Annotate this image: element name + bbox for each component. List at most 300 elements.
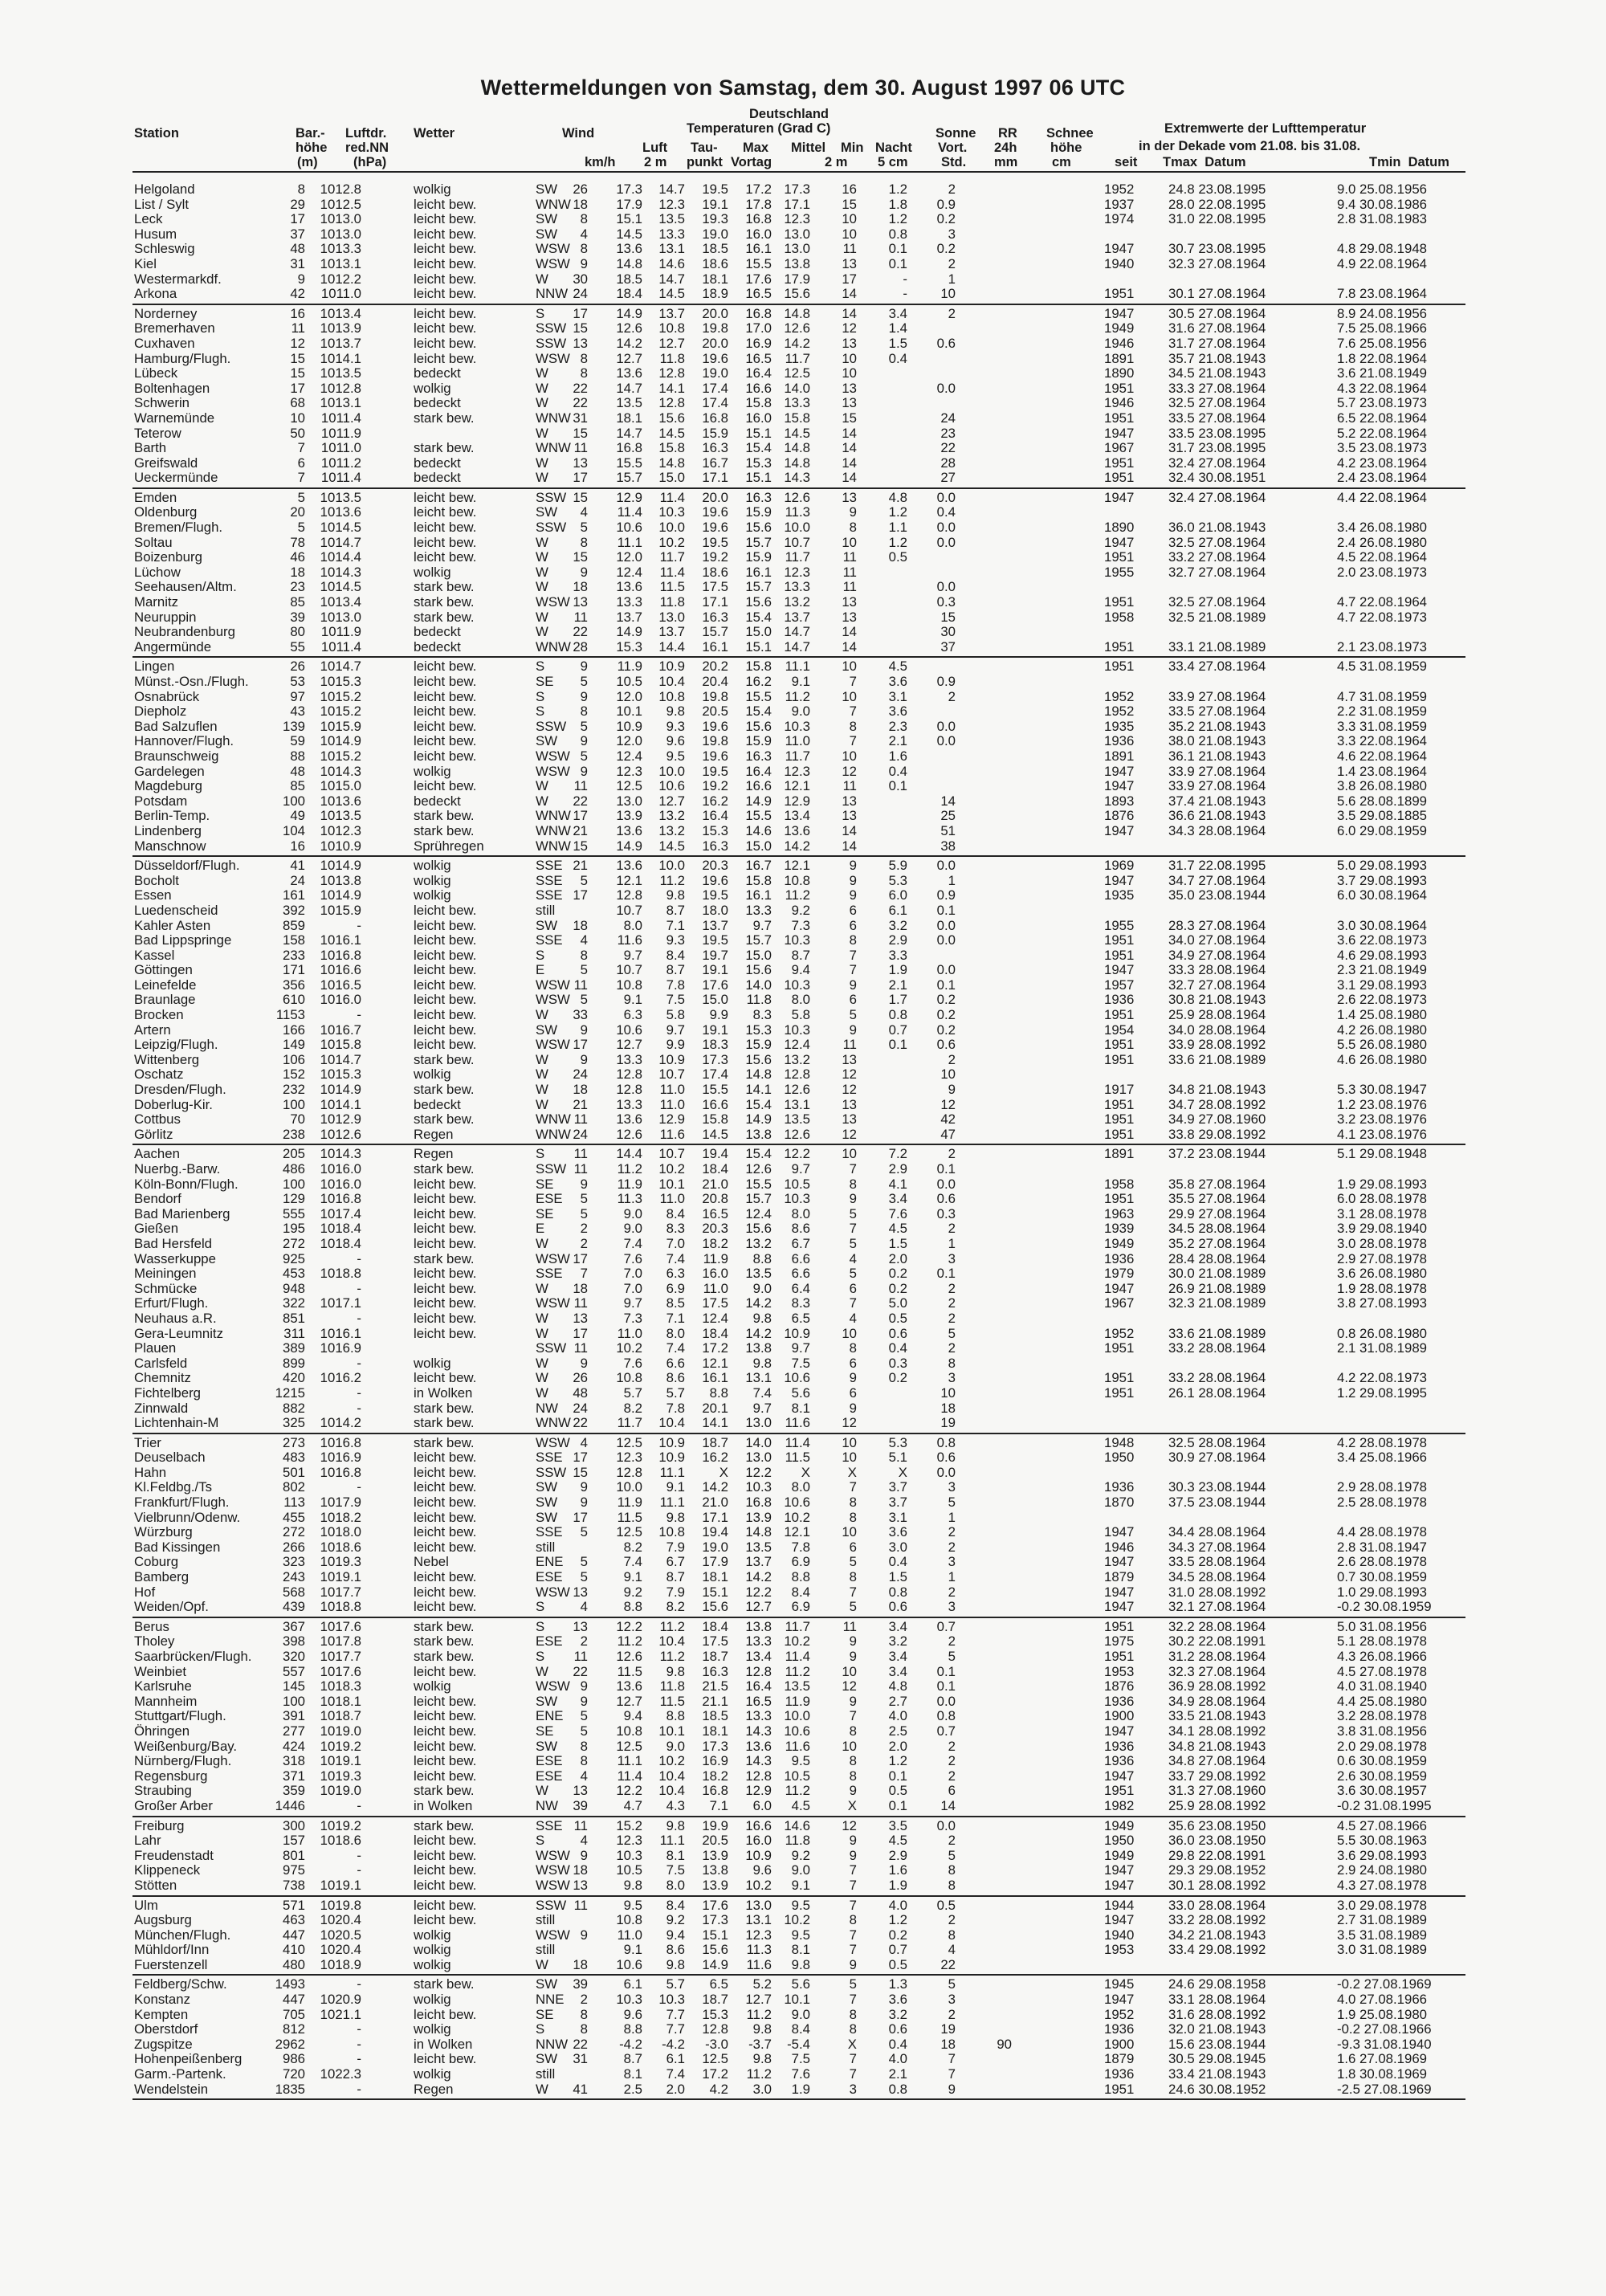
header-tmin: Tmin Datum	[1369, 155, 1449, 169]
cell-t2m: 2.5	[623, 2081, 642, 2097]
cell-wdir: SSW	[536, 1340, 567, 1356]
cell-rr: 42	[940, 1111, 956, 1128]
cell-seit: 1940	[1104, 1927, 1135, 1943]
cell-wdir: WNW	[536, 808, 571, 824]
cell-name: Artern	[134, 1022, 171, 1038]
cell-kmh: 22	[573, 395, 588, 411]
cell-luft: 1011.9	[320, 425, 361, 441]
cell-wdir: W	[536, 1783, 548, 1799]
cell-t2m: 11.5	[617, 1509, 642, 1525]
cell-wdir: SW	[536, 1022, 558, 1038]
cell-hoehe: 311	[283, 1325, 305, 1341]
cell-t2m: 10.8	[616, 1723, 642, 1739]
cell-mit: 12.9	[745, 1783, 772, 1799]
cell-rr: 22	[940, 1956, 956, 1972]
cell-kmh: 5	[580, 1569, 588, 1585]
cell-min: 12.9	[784, 793, 810, 809]
cell-rr: 8	[948, 1877, 956, 1893]
cell-sonne: 4.8	[888, 489, 907, 505]
cell-rr: 2	[948, 1584, 956, 1600]
cell-tmin: 4.3 26.08.1966	[1337, 1649, 1427, 1664]
cell-nacht: 10	[842, 534, 857, 550]
cell-mit: 15.6	[745, 594, 772, 610]
table-row	[132, 765, 1465, 780]
cell-wdir: WNW	[536, 1415, 571, 1431]
cell-rr: 0.0	[936, 718, 956, 734]
cell-wdir: SSW	[536, 718, 567, 734]
cell-kmh: 9	[580, 688, 588, 704]
cell-mit: 15.6	[745, 718, 772, 734]
cell-min: 9.2	[791, 1847, 810, 1863]
cell-tau: 10.9	[658, 1051, 685, 1067]
cell-hoehe: 113	[283, 1495, 305, 1511]
cell-seit: 1947	[1104, 1524, 1135, 1540]
cell-seit: 1947	[1104, 1723, 1135, 1739]
cell-kmh: 5	[580, 992, 588, 1008]
cell-tau: 12.3	[658, 196, 685, 212]
cell-nacht: 7	[849, 674, 857, 689]
cell-hoehe: 171	[283, 962, 305, 978]
cell-tmin: 4.7 22.08.1973	[1337, 609, 1427, 625]
cell-min: 13.3	[784, 395, 810, 411]
cell-t2m: 14.7	[616, 380, 642, 396]
cell-name: Köln-Bonn/Flugh.	[134, 1176, 238, 1192]
cell-max: 16.6	[702, 1096, 728, 1112]
cell-nacht: 11	[842, 579, 857, 595]
cell-tmax: 36.6 21.08.1943	[1168, 808, 1266, 824]
cell-wdir: SSE	[536, 858, 563, 874]
cell-wdir: still	[536, 1539, 556, 1555]
cell-rr: 0.0	[936, 489, 956, 505]
cell-luft: -	[357, 1862, 361, 1878]
table-row	[132, 1128, 1465, 1143]
cell-wdir: WNW	[536, 838, 571, 854]
cell-sonne: 4.0	[888, 1708, 907, 1724]
cell-nacht: 8	[849, 1753, 857, 1769]
cell-nacht: 7	[849, 2066, 857, 2082]
cell-wdir: NNW	[536, 286, 569, 302]
cell-nacht: 9	[849, 977, 857, 993]
cell-mit: 15.9	[745, 504, 772, 520]
cell-nacht: 7	[849, 1992, 857, 2008]
cell-wetter: wolkig	[414, 1992, 451, 2008]
cell-wetter: Regen	[414, 1126, 454, 1142]
cell-t2m: 12.0	[616, 733, 642, 749]
cell-kmh: 2	[580, 1235, 588, 1251]
cell-wetter: leicht bew.	[414, 1847, 477, 1863]
cell-name: Schwerin	[134, 395, 190, 411]
cell-tau: 13.7	[658, 624, 685, 640]
cell-t2m: 10.8	[616, 1912, 642, 1928]
table-row	[132, 1341, 1465, 1356]
cell-nacht: 10	[842, 1146, 857, 1162]
cell-tau: 7.8	[666, 977, 685, 993]
cell-hoehe: 85	[290, 594, 305, 610]
cell-rr: 0.1	[936, 1266, 956, 1282]
cell-nacht: 13	[842, 335, 857, 351]
cell-tmin: 4.9 22.08.1964	[1337, 255, 1427, 271]
cell-tau: 9.5	[666, 748, 685, 764]
cell-tmin: 5.7 23.08.1973	[1337, 395, 1427, 411]
cell-min: 5.6	[791, 1385, 810, 1401]
cell-tau: 7.7	[666, 2021, 685, 2037]
cell-nacht: 9	[849, 1783, 857, 1799]
cell-wdir: SE	[536, 2006, 554, 2022]
cell-tmin: 3.6 29.08.1993	[1337, 1847, 1427, 1863]
cell-max: 11.0	[703, 1280, 728, 1296]
cell-t2m: 8.8	[623, 2021, 642, 2037]
cell-tmax: 25.9 28.08.1964	[1168, 1007, 1266, 1023]
header-temperaturen: Temperaturen (Grad C)	[687, 121, 831, 136]
station-group	[132, 1434, 1465, 1618]
cell-sonne: 3.6	[888, 1524, 907, 1540]
cell-t2m: 10.6	[616, 520, 642, 536]
cell-rr: 10	[940, 286, 956, 302]
cell-luft: 1018.1	[320, 1693, 361, 1709]
cell-kmh: 8	[580, 534, 588, 550]
cell-rr: 12	[940, 1096, 956, 1112]
cell-luft: 1014.7	[320, 1051, 361, 1067]
cell-tmax: 33.3 27.08.1964	[1168, 380, 1266, 396]
cell-max: 16.3	[702, 609, 728, 625]
cell-luft: -	[357, 1280, 361, 1296]
cell-t2m: 11.6	[617, 932, 642, 948]
cell-tau: 12.7	[658, 335, 685, 351]
cell-name: Hannover/Flugh.	[134, 733, 234, 749]
cell-nacht: 14	[842, 286, 857, 302]
cell-wetter: leicht bew.	[414, 1663, 477, 1679]
cell-seit: 1951	[1104, 1340, 1135, 1356]
header-luft: Luft	[642, 141, 668, 155]
cell-min: 12.6	[784, 1082, 810, 1098]
cell-mit: 16.1	[745, 564, 772, 580]
cell-luft: -	[357, 1355, 361, 1371]
cell-nacht: 5	[849, 1599, 857, 1615]
cell-wetter: Nebel	[414, 1554, 449, 1570]
cell-max: 19.2	[702, 778, 728, 794]
cell-nacht: 14	[842, 822, 857, 838]
cell-tmax: 32.3 27.08.1964	[1168, 255, 1266, 271]
cell-hoehe: 272	[283, 1235, 305, 1251]
cell-luft: 1011.0	[320, 440, 361, 456]
header-schnee1: Schnee	[1046, 126, 1094, 141]
cell-mit: 13.2	[745, 1235, 772, 1251]
cell-mit: 16.1	[745, 241, 772, 257]
cell-min: 12.2	[784, 1146, 810, 1162]
cell-rr: 30	[940, 624, 956, 640]
cell-hoehe: 266	[283, 1539, 305, 1555]
cell-wdir: W	[536, 1663, 548, 1679]
cell-min: 6.7	[791, 1235, 810, 1251]
cell-name: Kahler Asten	[134, 917, 211, 933]
cell-nacht: 5	[849, 1554, 857, 1570]
cell-seit: 1936	[1104, 1250, 1135, 1266]
cell-mit: 15.1	[745, 638, 772, 655]
cell-min: 13.6	[784, 822, 810, 838]
cell-wetter: leicht bew.	[414, 659, 477, 675]
cell-luft: 1014.3	[320, 564, 361, 580]
cell-tau: 11.1	[659, 1833, 685, 1849]
cell-rr: 0.0	[936, 1693, 956, 1709]
table-row	[132, 1023, 1465, 1038]
cell-wdir: SSW	[536, 1897, 567, 1913]
cell-wdir: W	[536, 1082, 548, 1098]
cell-tmax: 35.7 21.08.1943	[1168, 350, 1266, 366]
cell-tmin: 3.5 29.08.1885	[1337, 808, 1427, 824]
cell-tau: 9.1	[666, 1479, 685, 1495]
cell-hoehe: 277	[283, 1723, 305, 1739]
cell-luft: 1016.1	[320, 1325, 361, 1341]
cell-tmax: 28.4 28.08.1964	[1168, 1250, 1266, 1266]
cell-nacht: 9	[849, 872, 857, 888]
cell-seit: 1947	[1104, 822, 1135, 838]
cell-min: 9.8	[791, 1956, 810, 1972]
cell-mit: 13.0	[745, 1897, 772, 1913]
cell-nacht: 6	[849, 902, 857, 918]
cell-sonne: 0.6	[888, 1599, 907, 1615]
cell-luft: 1014.9	[320, 733, 361, 749]
cell-tmin: 3.3 22.08.1964	[1337, 733, 1427, 749]
table-row	[132, 1480, 1465, 1495]
cell-hoehe: 801	[283, 1847, 305, 1863]
cell-t2m: 13.6	[616, 365, 642, 381]
cell-kmh: 21	[573, 1096, 588, 1112]
cell-kmh: 5	[580, 1205, 588, 1221]
cell-seit: 1952	[1104, 2006, 1135, 2022]
cell-wdir: S	[536, 1833, 545, 1849]
cell-max: 19.6	[702, 350, 728, 366]
cell-tmax: 30.3 23.08.1944	[1168, 1479, 1266, 1495]
cell-tau: 11.0	[659, 1096, 685, 1112]
cell-nacht: 10	[842, 1738, 857, 1754]
cell-tau: 8.0	[666, 1877, 685, 1893]
cell-wetter: leicht bew.	[414, 1584, 477, 1600]
cell-mit: 12.7	[745, 1599, 772, 1615]
cell-kmh: 11	[573, 1295, 588, 1311]
cell-wdir: W	[536, 1280, 548, 1296]
cell-luft: 1018.0	[320, 1524, 361, 1540]
cell-wetter: leicht bew.	[414, 1833, 477, 1849]
cell-t2m: 7.4	[623, 1554, 642, 1570]
cell-luft: 1014.5	[320, 579, 361, 595]
cell-max: 19.4	[702, 1146, 728, 1162]
cell-luft: 1012.5	[320, 196, 361, 212]
cell-luft: 1018.7	[320, 1708, 361, 1724]
cell-hoehe: 1493	[275, 1976, 305, 1992]
cell-tau: 10.4	[658, 1633, 685, 1650]
cell-min: 13.1	[784, 1096, 810, 1112]
cell-t2m: 13.6	[616, 1111, 642, 1128]
cell-max: 16.8	[702, 1783, 728, 1799]
cell-luft: 1013.5	[320, 365, 361, 381]
cell-tau: 11.7	[659, 549, 685, 565]
cell-rr: 0.1	[936, 1161, 956, 1177]
cell-rr: 0.0	[936, 1176, 956, 1192]
cell-tmax: 15.6 23.08.1944	[1168, 2036, 1266, 2052]
table-row	[132, 1784, 1465, 1799]
cell-wetter: in Wolken	[414, 2036, 473, 2052]
cell-tmin: 5.0 31.08.1956	[1337, 1618, 1427, 1634]
cell-sonne: 1.5	[888, 1569, 907, 1585]
cell-hoehe: 398	[283, 1633, 305, 1650]
cell-tau: 11.2	[659, 872, 685, 888]
cell-kmh: 15	[573, 320, 588, 336]
cell-name: Lichtenhain-M	[134, 1415, 219, 1431]
table-row	[132, 257, 1465, 272]
cell-tmax: 34.3 28.08.1964	[1168, 822, 1266, 838]
cell-min: 10.8	[784, 872, 810, 888]
cell-name: Bad Lippspringe	[134, 932, 232, 948]
cell-min: 11.4	[785, 1434, 810, 1450]
cell-max: 16.2	[702, 1450, 728, 1466]
cell-luft: 1013.5	[320, 489, 361, 505]
cell-hoehe: 10	[290, 410, 305, 426]
cell-luft: 1014.7	[320, 534, 361, 550]
cell-wetter: bedeckt	[414, 455, 461, 471]
cell-tau: 8.7	[666, 1569, 685, 1585]
cell-tmax: 32.7 27.08.1964	[1168, 977, 1266, 993]
cell-tmax: 35.6 23.08.1950	[1168, 1817, 1266, 1833]
cell-kmh: 8	[580, 350, 588, 366]
cell-luft: 1014.3	[320, 1146, 361, 1162]
cell-max: 18.7	[702, 1434, 728, 1450]
cell-nacht: 14	[842, 470, 857, 486]
cell-hoehe: 50	[290, 425, 305, 441]
cell-name: Konstanz	[134, 1992, 190, 2008]
cell-t2m: 8.1	[623, 2066, 642, 2082]
table-row	[132, 441, 1465, 456]
cell-mit: 15.5	[745, 688, 772, 704]
cell-t2m: 9.1	[623, 1569, 642, 1585]
cell-tmax: 34.7 27.08.1964	[1168, 872, 1266, 888]
cell-seit: 1949	[1104, 1847, 1135, 1863]
cell-sonne: 4.0	[888, 1897, 907, 1913]
cell-t2m: 12.3	[616, 1450, 642, 1466]
cell-wetter: leicht bew.	[414, 549, 477, 565]
cell-mit: -3.7	[748, 2036, 772, 2052]
cell-luft: 1012.8	[320, 380, 361, 396]
cell-wdir: SE	[536, 1723, 554, 1739]
cell-kmh: 11	[573, 1161, 588, 1177]
cell-nacht: 5	[849, 1205, 857, 1221]
cell-hoehe: 420	[283, 1370, 305, 1386]
cell-tau: 10.1	[658, 1176, 685, 1192]
cell-nacht: 4	[849, 1250, 857, 1266]
cell-hoehe: 80	[290, 624, 305, 640]
cell-min: 11.7	[785, 748, 810, 764]
cell-tmin: 4.6 22.08.1964	[1337, 748, 1427, 764]
cell-seit: 1935	[1104, 887, 1135, 903]
cell-tmin: 4.5 22.08.1964	[1337, 549, 1427, 565]
table-row	[132, 2067, 1465, 2082]
cell-tau: 7.7	[666, 2006, 685, 2022]
cell-luft: 1020.5	[320, 1927, 361, 1943]
cell-mit: 15.6	[745, 1051, 772, 1067]
cell-tmax: 24.6 30.08.1952	[1168, 2081, 1266, 2097]
cell-max: 19.5	[702, 534, 728, 550]
cell-hoehe: 1446	[275, 1797, 305, 1813]
cell-name: Augsburg	[134, 1912, 192, 1928]
cell-nacht: 9	[849, 504, 857, 520]
cell-min: 14.7	[784, 638, 810, 655]
cell-sonne: 0.5	[888, 1310, 907, 1326]
cell-luft: 1016.6	[320, 962, 361, 978]
cell-wetter: wolkig	[414, 1355, 451, 1371]
cell-wetter: leicht bew.	[414, 489, 477, 505]
cell-tmax: 31.3 27.08.1960	[1168, 1783, 1266, 1799]
cell-nacht: 8	[849, 520, 857, 536]
cell-name: Soltau	[134, 534, 173, 550]
cell-sonne: 3.2	[888, 1633, 907, 1650]
cell-min: 10.5	[784, 1176, 810, 1192]
cell-luft: 1012.9	[320, 1111, 361, 1128]
cell-max: 12.4	[702, 1310, 728, 1326]
cell-t2m: 14.9	[616, 305, 642, 321]
cell-wdir: SW	[536, 917, 558, 933]
cell-kmh: 9	[580, 1678, 588, 1694]
cell-sonne: 1.3	[888, 1976, 907, 1992]
cell-tmax: 33.6 21.08.1989	[1168, 1325, 1266, 1341]
cell-name: Klippeneck	[134, 1862, 201, 1878]
cell-rr: 2	[948, 1524, 956, 1540]
station-group	[132, 1618, 1465, 1817]
cell-tau: 9.7	[666, 1022, 685, 1038]
cell-hoehe: 100	[283, 1176, 305, 1192]
cell-mit: 13.3	[745, 1633, 772, 1650]
cell-kmh: 4	[580, 1599, 588, 1615]
cell-t2m: 9.5	[623, 1897, 642, 1913]
cell-tau: 14.6	[658, 255, 685, 271]
cell-min: 4.5	[791, 1797, 810, 1813]
cell-rr: 27	[940, 470, 956, 486]
cell-wdir: W	[536, 1385, 548, 1401]
cell-max: 19.6	[702, 504, 728, 520]
cell-tmin: 2.4 26.08.1980	[1337, 534, 1427, 550]
cell-tmax: 35.2 21.08.1943	[1168, 718, 1266, 734]
cell-min: 13.3	[784, 579, 810, 595]
cell-luft: 1016.9	[320, 1340, 361, 1356]
cell-wdir: W	[536, 1355, 548, 1371]
cell-rr: 0.0	[936, 1817, 956, 1833]
cell-rr: 14	[940, 1797, 956, 1813]
cell-t2m: 10.6	[616, 1022, 642, 1038]
cell-wetter: leicht bew.	[414, 1569, 477, 1585]
cell-wetter: wolkig	[414, 2066, 451, 2082]
cell-hoehe: 8	[297, 181, 305, 197]
cell-name: Norderney	[134, 305, 198, 321]
cell-luft: 1016.8	[320, 1464, 361, 1480]
cell-kmh: 22	[573, 2036, 588, 2052]
cell-kmh: 2	[580, 1633, 588, 1650]
cell-mit: 17.6	[745, 271, 772, 287]
cell-rr: 0.8	[936, 1708, 956, 1724]
cell-luft: 1019.1	[320, 1753, 361, 1769]
cell-wdir: WNW	[536, 196, 571, 212]
cell-max: 15.6	[702, 1599, 728, 1615]
cell-tau: 7.8	[666, 1400, 685, 1416]
cell-seit: 1947	[1104, 1768, 1135, 1784]
table-row	[132, 1819, 1465, 1834]
cell-seit: 1951	[1104, 1051, 1135, 1067]
cell-rr: 19	[940, 1415, 956, 1431]
cell-min: 6.4	[791, 1280, 810, 1296]
cell-seit: 1900	[1104, 2036, 1135, 2052]
cell-luft: 1014.3	[320, 763, 361, 779]
cell-wdir: ESE	[536, 1633, 563, 1650]
cell-wdir: S	[536, 703, 545, 720]
cell-tmax: 33.5 28.08.1964	[1168, 1554, 1266, 1570]
cell-tau: 14.4	[658, 638, 685, 655]
